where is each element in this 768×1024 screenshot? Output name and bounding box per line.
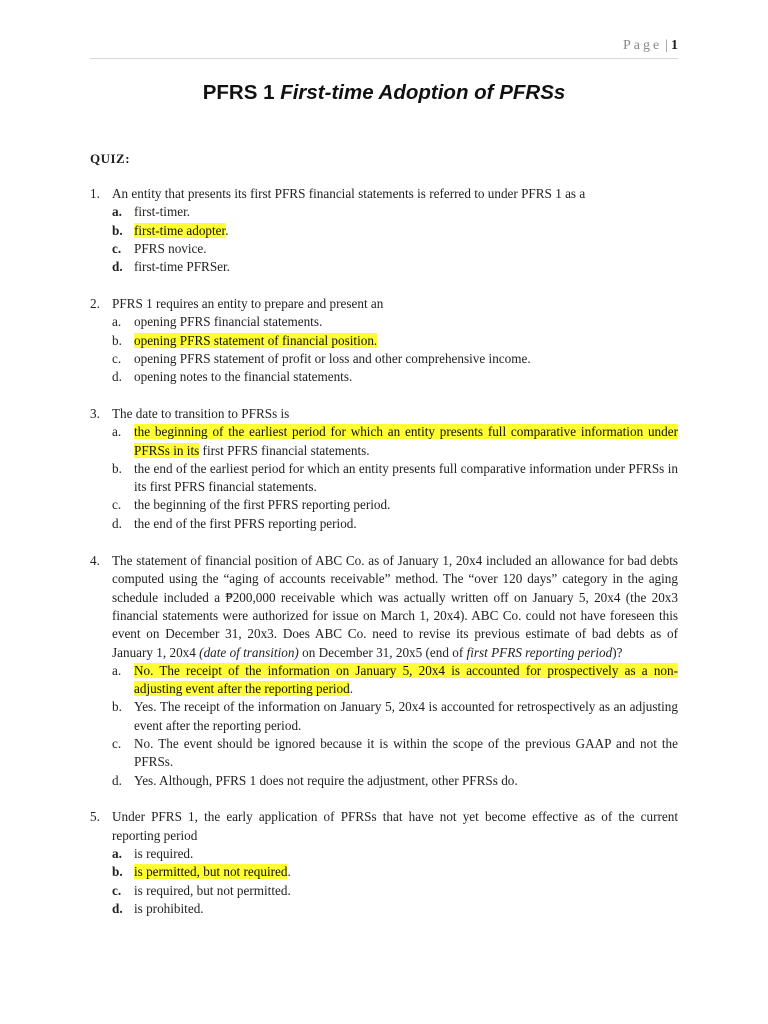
option-d xyxy=(90,900,678,918)
option-letter: a. xyxy=(112,662,122,678)
option-letter: a. xyxy=(112,314,122,330)
question-5 xyxy=(90,808,678,918)
header-rule xyxy=(90,58,678,59)
option-text: opening notes to the financial statements. xyxy=(134,369,353,385)
option-letter: a. xyxy=(112,846,122,861)
page-separator: | xyxy=(665,38,668,53)
document-title xyxy=(0,81,768,105)
option-d xyxy=(90,368,678,386)
option-letter: b. xyxy=(112,864,123,880)
option-text: opening PFRS statement of profit or loss and other comprehensive income. xyxy=(134,350,531,366)
question-3 xyxy=(90,405,678,533)
quiz-label: QUIZ: xyxy=(90,151,131,166)
highlighted-answer: is permitted, but not required xyxy=(134,864,288,880)
option-letter: b. xyxy=(112,460,122,476)
question-text: The statement of financial position of ABC Co. as of January 1, 20x4 included an allowance for bad debts computed using the “aging of accounts receivable” method. The “over 120 days” category in the aging schedule included a ₱200,000 receivable which was actually written off on January 5, 20x4 (the 20x3 financial statements were authorized for issue on March 1, 20x4). ABC Co. could not have foreseen this event on December 31, 20x3. Does ABC Co. need to revise its previous estimate of bad debts as of January 1, 20x4 (date of transition) on December 31, 20x5 (end of first PFRS reporting period)? xyxy=(112,553,678,660)
option-text: the end of the earliest period for which an entity presents full comparative information under PFRSs in its first PFRS financial statements. xyxy=(134,460,678,495)
option-b xyxy=(90,222,678,240)
question-text: Under PFRS 1, the early application of PFRSs that have not yet become effective as of the current reporting period xyxy=(112,809,678,843)
question-4 xyxy=(90,552,678,790)
question-2 xyxy=(90,295,678,386)
question-1 xyxy=(90,185,678,276)
page-word: Page xyxy=(622,38,663,53)
option-c xyxy=(90,240,678,258)
option-letter: c. xyxy=(112,350,122,366)
option-text: first-timer. xyxy=(134,204,191,220)
option-text: is prohibited. xyxy=(134,900,204,916)
question-number: 1. xyxy=(90,186,100,201)
option-text: first-time PFRSer. xyxy=(134,259,230,275)
option-text-tail: first PFRS financial statements. xyxy=(199,442,370,458)
option-a xyxy=(90,423,678,460)
highlighted-answer: the beginning of the earliest period for which an entity presents full comparative information under PFRSs in its xyxy=(134,424,678,458)
page-number: 1 xyxy=(671,38,678,53)
option-b xyxy=(90,698,678,735)
option-c xyxy=(90,882,678,900)
question-number: 2. xyxy=(90,295,100,311)
option-letter: d. xyxy=(112,772,122,788)
quiz-content xyxy=(90,185,678,937)
option-letter: c. xyxy=(112,497,122,513)
option-text: PFRS novice. xyxy=(134,240,207,256)
option-letter: a. xyxy=(112,204,122,220)
option-a xyxy=(90,845,678,863)
option-c xyxy=(90,496,678,514)
highlighted-answer: No. The receipt of the information on January 5, 20x4 is accounted for prospectively as a non-adjusting event after the reporting period xyxy=(134,662,678,697)
question-number: 5. xyxy=(90,809,100,825)
option-text: the beginning of the first PFRS reporting period. xyxy=(134,497,391,513)
option-text: the end of the first PFRS reporting period. xyxy=(134,515,357,531)
option-text-tail: . xyxy=(225,222,229,238)
page-header xyxy=(623,38,678,54)
question-text: An entity that presents its first PFRS financial statements is referred to under PFRS 1 as a xyxy=(112,186,586,201)
option-text: opening PFRS financial statements. xyxy=(134,314,323,330)
option-letter: d. xyxy=(112,515,122,531)
option-letter: c. xyxy=(112,240,122,256)
option-letter: b. xyxy=(112,699,122,715)
option-d xyxy=(90,515,678,533)
option-letter: d. xyxy=(112,369,122,385)
option-c xyxy=(90,735,678,772)
option-b xyxy=(90,460,678,497)
title-prefix: PFRS 1 xyxy=(202,81,281,104)
option-letter: d. xyxy=(112,259,123,275)
option-text: No. The event should be ignored because it is within the scope of the previous GAAP and not the PFRSs. xyxy=(134,736,678,770)
question-text: PFRS 1 requires an entity to prepare and present an xyxy=(112,295,384,311)
option-b xyxy=(90,332,678,350)
option-letter: c. xyxy=(112,882,122,898)
option-letter: d. xyxy=(112,900,123,916)
option-text: Yes. The receipt of the information on January 5, 20x4 is accounted for retrospectively as an adjusting event after the reporting period. xyxy=(134,699,678,733)
option-c xyxy=(90,350,678,368)
option-a xyxy=(90,203,678,221)
question-number: 3. xyxy=(90,405,100,421)
question-number: 4. xyxy=(90,553,100,569)
option-text-tail: . xyxy=(349,681,353,697)
option-d xyxy=(90,772,678,790)
option-letter: b. xyxy=(112,332,122,348)
option-b xyxy=(90,863,678,881)
option-text: is required, but not permitted. xyxy=(134,882,291,898)
option-a xyxy=(90,313,678,331)
option-a xyxy=(90,662,678,699)
highlighted-answer: opening PFRS statement of financial position. xyxy=(134,332,378,348)
title-italic: First-time Adoption of PFRSs xyxy=(280,81,566,104)
option-letter: b. xyxy=(112,222,123,238)
question-text: The date to transition to PFRSs is xyxy=(112,405,290,421)
highlighted-answer: first-time adopter xyxy=(134,222,226,238)
option-text: is required. xyxy=(134,846,194,861)
option-text: Yes. Although, PFRS 1 does not require the adjustment, other PFRSs do. xyxy=(134,772,518,788)
option-letter: a. xyxy=(112,424,122,440)
option-d xyxy=(90,258,678,276)
option-letter: c. xyxy=(112,736,122,752)
option-text-tail: . xyxy=(287,864,291,880)
